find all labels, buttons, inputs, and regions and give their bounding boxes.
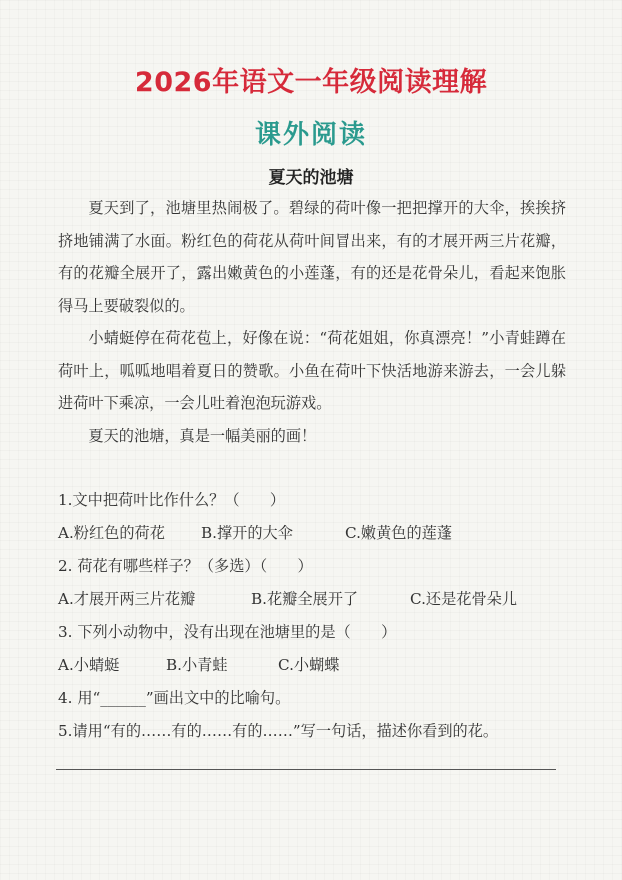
option-1a: A.粉红色的荷花 (58, 524, 165, 542)
question-4: 4. 用“______”画出文中的比喻句。 (58, 689, 291, 707)
question-2: 2. 荷花有哪些样子？（多选）（ ） (58, 557, 313, 575)
option-3c: C.小蝴蝶 (278, 656, 340, 674)
questions-section (58, 484, 578, 748)
question-3: 3. 下列小动物中，没有出现在池塘里的是（ ） (58, 623, 397, 641)
option-1b: B.撑开的大伞 (201, 524, 293, 542)
option-2a: A.才展开两三片花瓣 (58, 590, 196, 608)
article-body (58, 192, 566, 452)
article-title: 夏天的池塘 (268, 168, 354, 188)
article-paragraph-3: 夏天的池塘，真是一幅美丽的画！ (88, 426, 317, 445)
question-3-options (58, 649, 578, 682)
option-3b: B.小青蛙 (166, 656, 228, 674)
option-3a: A.小蜻蜓 (58, 656, 120, 674)
page-title: 2026年语文一年级阅读理解 (134, 67, 488, 98)
article-paragraph-2: 小蜻蜓停在荷花苞上，好像在说：“荷花姐姐，你真漂亮！”小青蛙蹲在荷叶上，呱呱地唱着夏日的赞歌。小鱼在荷叶下快活地游来游去，一会儿躲进荷叶下乘凉，一会儿吐着泡泡玩游戏。 (58, 329, 566, 412)
option-2c: C.还是花骨朵儿 (410, 590, 518, 608)
question-5: 5.请用“有的……有的……有的……”写一句话，描述你看到的花。 (58, 722, 499, 740)
section-subtitle: 课外阅读 (254, 120, 367, 150)
option-2b: B.花瓣全展开了 (251, 590, 359, 608)
question-1-options (58, 517, 578, 550)
question-1: 1.文中把荷叶比作什么？（ ） (58, 491, 286, 509)
question-2-options (58, 583, 578, 616)
article-paragraph-1: 夏天到了，池塘里热闹极了。碧绿的荷叶像一把把撑开的大伞，挨挨挤挤地铺满了水面。粉红色的荷花从荷叶间冒出来，有的才展开两三片花瓣，有的花瓣全展开了，露出嫩黄色的小莲蓬，有的还是花骨朵儿，看起来饱胀得马上要破裂似的。 (58, 199, 566, 315)
option-1c: C.嫩黄色的莲蓬 (345, 524, 453, 542)
answer-line[interactable] (56, 769, 556, 770)
